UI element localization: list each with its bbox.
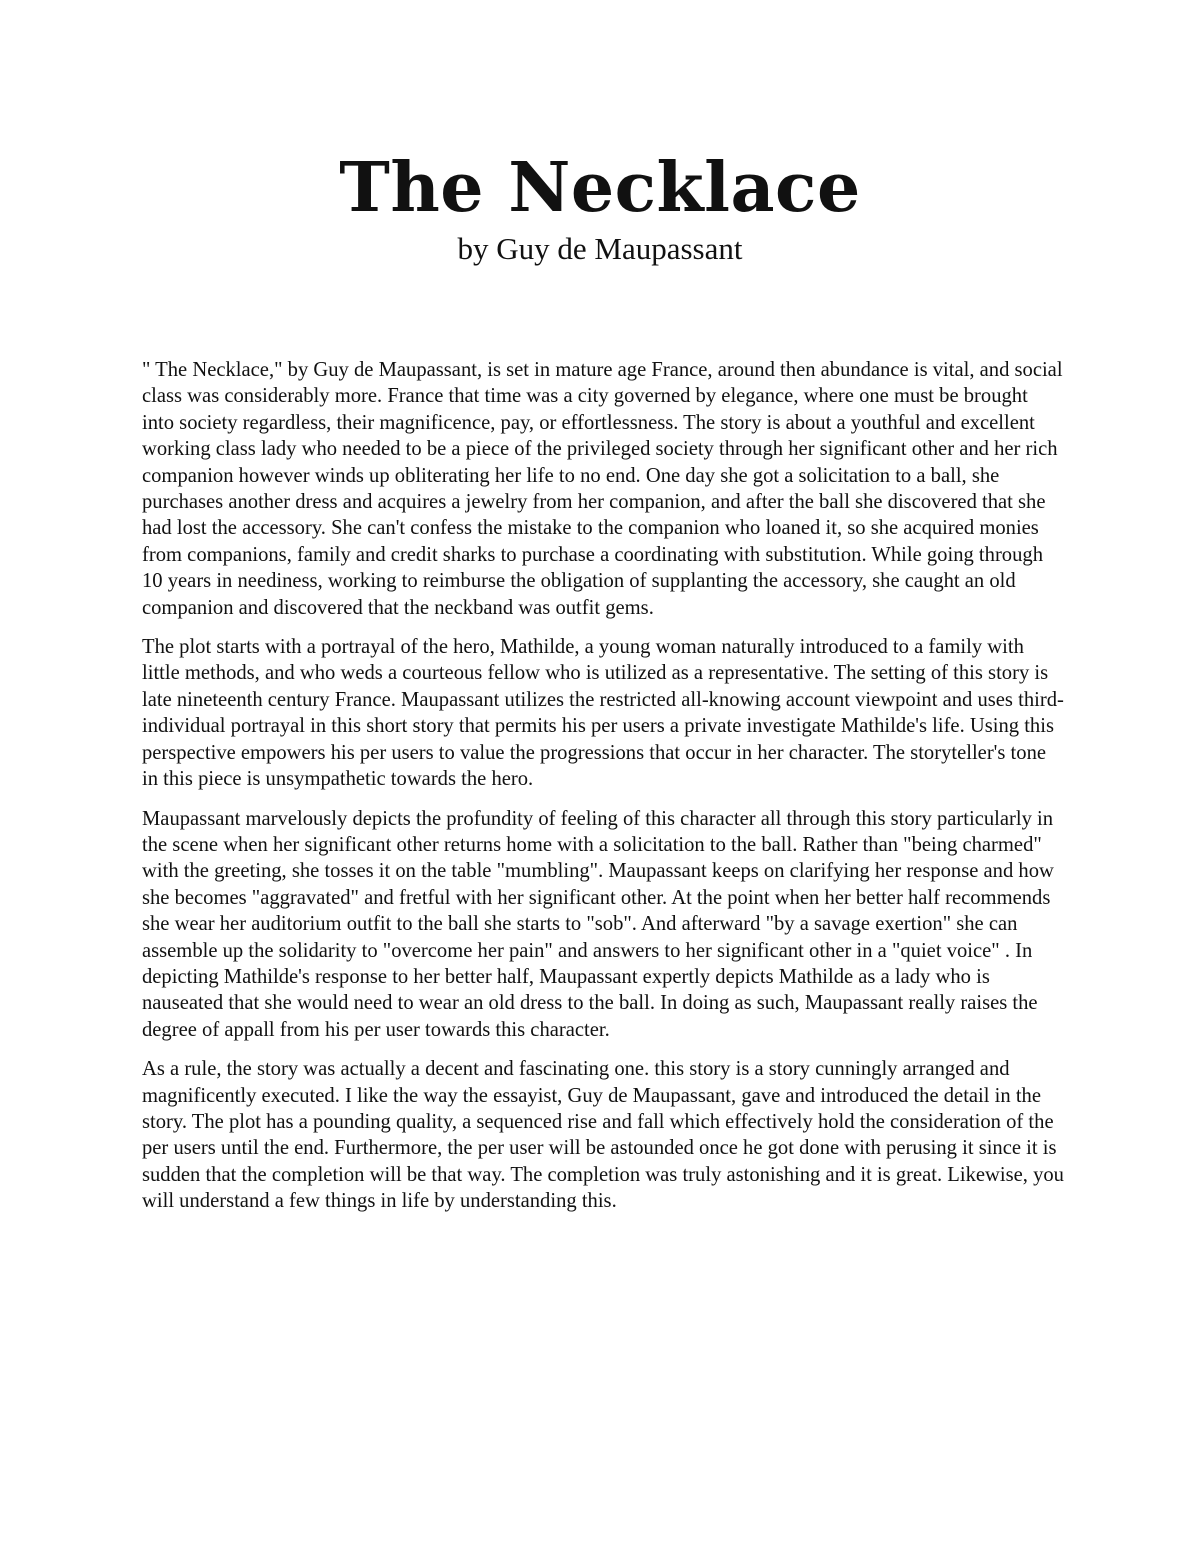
paragraph-conclusion: As a rule, the story was actually a decent and fascinating one. this story is a story cunningly arranged and magnificently executed. I like the way the essayist, Guy de Maupassant, gave and introduced the detail in the story. The plot has a pounding quality, a sequenced rise and fall which effectively hold the consideration of the per users until the end. Furthermore, the per user will be astounded once he got done with perusing it since it is sudden that the completion will be that way. The completion was truly astonishing and it is great. Likewise, you will understand a few things in life by understanding this.	[142, 1058, 1064, 1213]
paragraph-character: Maupassant marvelously depicts the profundity of feeling of this character all through this story particularly in the scene when her significant other returns home with a solicitation to the ball. Rather than "being charmed" with the greeting, she tosses it on the table "mumbling". Maupassant keeps on clarifying her response and how she becomes "aggravated" and fretful with her significant other. At the point when her better half recommends she wear her auditorium outfit to the ball she starts to "sob". And afterward "by a savage exertion" she can assemble up the solidarity to "overcome her pain" and answers to her significant other in a "quiet voice" . In depicting Mathilde's response to her better half, Maupassant expertly depicts Mathilde as a lady who is nauseated that she would need to wear an old dress to the ball. In doing as such, Maupassant really raises the degree of appall from his per user towards this character.	[142, 807, 1054, 1041]
paragraph-summary: " The Necklace," by Guy de Maupassant, is set in mature age France, around then abundance is vital, and social class was considerably more. France that time was a city governed by elegance, where one must be brought into society regardless, their magnificence, pay, or effortlessness. The story is about a youthful and excellent working class lady who needed to be a piece of the privileged society through her significant other and her rich companion however winds up obliterating her life to no end. One day she got a solicitation to a ball, she purchases another dress and acquires a jewelry from her companion, and after the ball she discovered that she had lost the accessory. She can't confess the mistake to the companion who loaned it, so she acquired monies from companions, family and credit sharks to purchase a coordinating with substitution. While going through 10 years in neediness, working to reimburse the obligation of supplanting the accessory, she caught an old companion and discovered that the neckband was outfit gems.	[142, 359, 1063, 619]
document-author-byline: by Guy de Maupassant	[457, 231, 743, 266]
paragraph-plot: The plot starts with a portrayal of the hero, Mathilde, a young woman naturally introduced to a family with little methods, and who weds a courteous fellow who is utilized as a representative. The setting of this story is late nineteenth century France. Maupassant utilizes the restricted all-knowing account viewpoint and uses third-individual portrayal in this short story that permits his per users a private investigate Mathilde's life. Using this perspective empowers his per users to value the progressions that occur in her character. The storyteller's tone in this piece is unsympathetic towards the hero.	[142, 636, 1064, 791]
document-body	[142, 357, 1064, 1228]
document-title: The Necklace	[339, 148, 861, 228]
